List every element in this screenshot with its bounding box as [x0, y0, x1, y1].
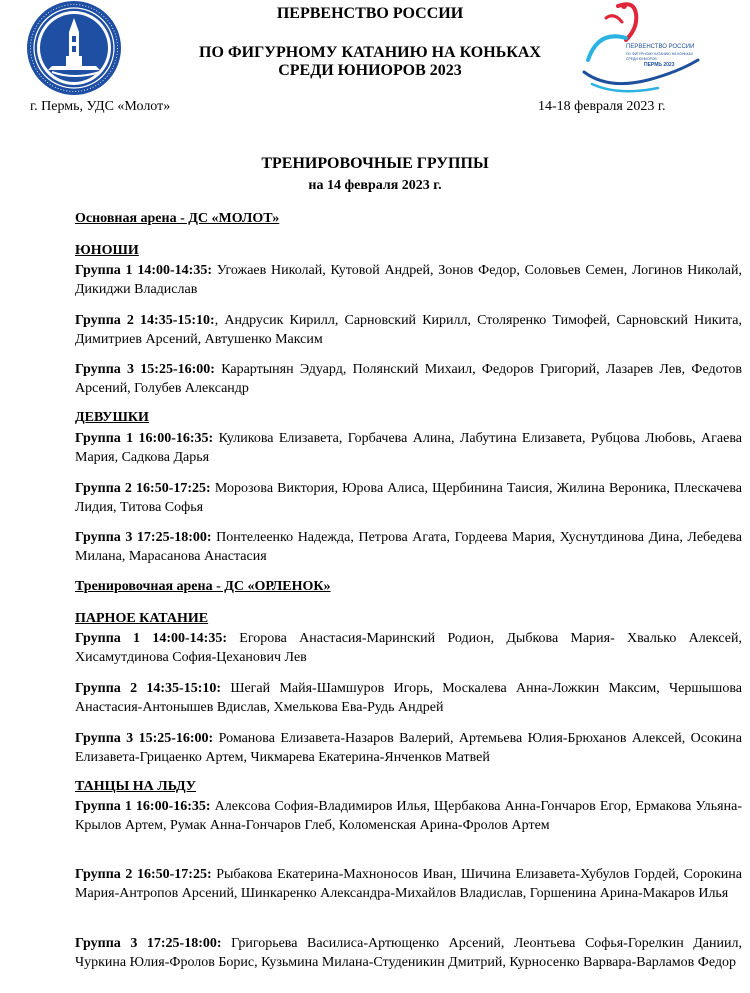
- section-girls-heading: ДЕВУШКИ: [75, 410, 149, 425]
- group-members: Куликова Елизавета, Горбачева Алина, Лабутина Елизавета, Рубцова Любовь, Агаева Мария, Садкова Дарья: [75, 431, 742, 465]
- group-label: Группа 3 15:25-16:00:: [75, 731, 214, 746]
- group-label: Группа 2 16:50-17:25:: [75, 867, 212, 882]
- header-title-line1: ПЕРВЕНСТВО РОССИИ: [276, 5, 464, 22]
- group-label: Группа 2 16:50-17:25:: [75, 481, 211, 496]
- group-entry: [75, 429, 742, 467]
- group-members: Угожаев Николай, Кутовой Андрей, Зонов Федор, Соловьев Семен, Логинов Николай, Дикиджи Владислав: [75, 263, 742, 297]
- group-members: Морозова Виктория, Юрова Алиса, Щербинина Таисия, Жилина Вероника, Плескачева Лидия, Титова Софья: [75, 481, 742, 515]
- group-entry: [75, 865, 742, 903]
- group-entry: [75, 360, 742, 398]
- group-members: Романова Елизавета-Назаров Валерий, Артемьева Юлия-Брюханов Алексей, Осокина Елизавета-Грицаенко Артем, Чикмарева Екатерина-Янченков Матвей: [75, 731, 742, 765]
- arena-main-heading: Основная арена - ДС «МОЛОТ»: [75, 211, 280, 226]
- group-members: Егорова Анастасия-Маринский Родион, Дыбкова Мария- Хвалько Алексей, Хисамутдинова София-Цеханович Лев: [75, 631, 742, 665]
- header-dates: 14-18 февраля 2023 г.: [538, 99, 666, 114]
- right-logo-line3: СРЕДИ ЮНИОРОВ: [626, 57, 657, 61]
- group-members: Понтелеенко Надежда, Петрова Агата, Гордеева Мария, Хуснутдинова Дина, Лебедева Милана, Марасанова Анастасия: [75, 530, 742, 564]
- group-entry: [75, 479, 742, 517]
- group-members: Рыбакова Екатерина-Махноносов Иван, Шичина Елизавета-Хубулов Гордей, Сорокина Мария-Антропов Арсений, Шинкаренко Александра-Михайлов Владислав, Горшенина Арина-Макаров Илья: [75, 867, 742, 901]
- group-label: Группа 2 14:35-15:10:: [75, 681, 222, 696]
- group-label: Группа 1 14:00-14:35:: [75, 263, 212, 278]
- group-entry: [75, 261, 742, 299]
- group-members: Алексова София-Владимиров Илья, Щербакова Анна-Гончаров Егор, Ермакова Ульяна-Крылов Артем, Румак Анна-Гончаров Глеб, Коломенская Арина-Фролов Артем: [75, 799, 742, 833]
- group-label: Группа 3 15:25-16:00:: [75, 362, 215, 377]
- header-title-line2: ПО ФИГУРНОМУ КАТАНИЮ НА КОНЬКАХ: [199, 44, 541, 61]
- header-title-line3: СРЕДИ ЮНИОРОВ 2023: [278, 62, 462, 79]
- championship-logo: [578, 0, 728, 98]
- header-location: г. Пермь, УДС «Молот»: [30, 99, 171, 114]
- group-members: , Андрусик Кирилл, Сарновский Кирилл, Столяренко Тимофей, Сарновский Никита, Димитриев Арсений, Автушенко Максим: [75, 313, 742, 347]
- federation-logo: [22, 0, 130, 96]
- document-title: ТРЕНИРОВОЧНЫЕ ГРУППЫ: [261, 155, 489, 172]
- section-dance-heading: ТАНЦЫ НА ЛЬДУ: [75, 779, 197, 794]
- group-members: Григорьева Василиса-Артющенко Арсений, Леонтьева Софья-Горелкин Даниил, Чуркина Юлия-Фролов Борис, Кузьмина Милана-Студеникин Дмитрий, Курносенко Варвара-Варламов Федор: [75, 936, 742, 970]
- group-label: Группа 3 17:25-18:00:: [75, 936, 222, 951]
- section-pairs-heading: ПАРНОЕ КАТАНИЕ: [75, 611, 209, 626]
- group-entry: [75, 679, 742, 717]
- group-members: Шегай Майя-Шамшуров Игорь, Москалева Анна-Ложкин Максим, Чершышова Анастасия-Антонышев Вдислав, Хмелькова Ева-Рудь Андрей: [75, 681, 742, 715]
- group-label: Группа 1 14:00-14:35:: [75, 631, 227, 646]
- group-label: Группа 1 16:00-16:35:: [75, 431, 214, 446]
- group-entry: [75, 311, 742, 349]
- right-logo-line1: ПЕРВЕНСТВО РОССИИ: [626, 44, 695, 50]
- group-entry: [75, 729, 742, 767]
- group-members: Карартынян Эдуард, Полянский Михаил, Федоров Григорий, Лазарев Лев, Федотов Арсений, Голубев Александр: [75, 362, 742, 396]
- document-subtitle: на 14 февраля 2023 г.: [308, 178, 442, 193]
- group-label: Группа 1 16:00-16:35:: [75, 799, 211, 814]
- group-label: Группа 2 14:35-15:10:: [75, 313, 215, 328]
- group-entry: [75, 528, 742, 566]
- group-label: Группа 3 17:25-18:00:: [75, 530, 212, 545]
- right-logo-line2: ПО ФИГУРНОМУ КАТАНИЮ НА КОНЬКАХ: [626, 52, 694, 56]
- arena-training-heading: Тренировочная арена - ДС «ОРЛЕНОК»: [75, 579, 331, 594]
- group-entry: [75, 797, 742, 835]
- group-entry: [75, 934, 742, 972]
- group-entry: [75, 629, 742, 667]
- right-logo-city: ПЕРМЬ 2023: [644, 62, 675, 68]
- section-boys-heading: ЮНОШИ: [75, 243, 139, 258]
